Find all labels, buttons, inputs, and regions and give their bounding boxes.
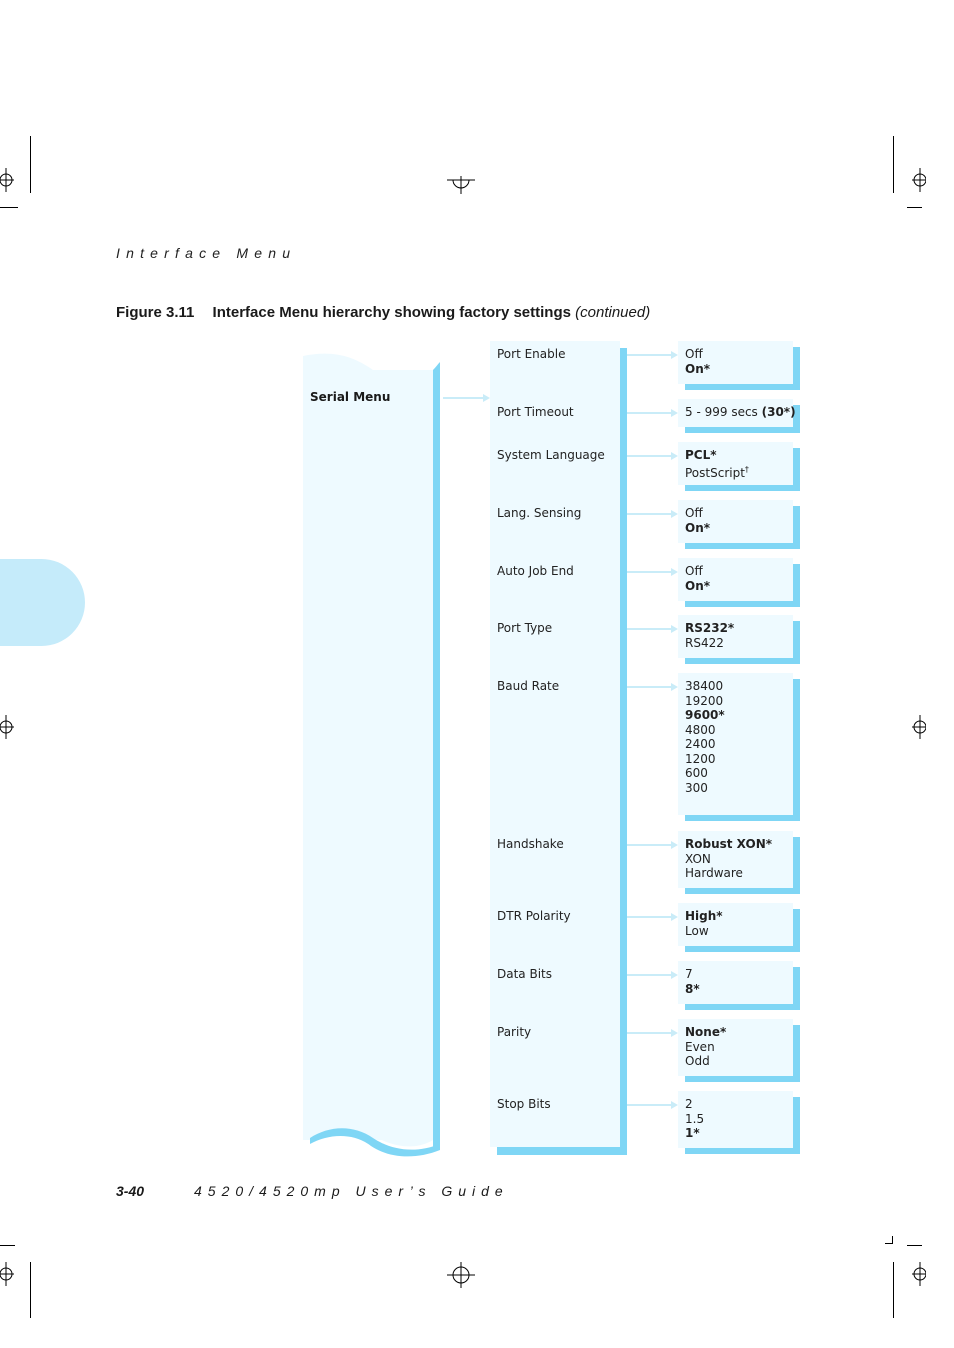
registration-mark-icon [906, 168, 926, 192]
option-value [685, 694, 725, 709]
option-value [685, 852, 772, 867]
option-value [685, 347, 710, 362]
item-arrow [627, 412, 671, 414]
option-value [685, 564, 710, 579]
item-arrow [627, 974, 671, 976]
options-box-shadow [685, 543, 800, 549]
figure-continued: (continued) [575, 304, 651, 321]
registration-mark-icon [0, 715, 20, 739]
menu-item-label: Handshake [497, 837, 564, 851]
option-value [685, 1040, 726, 1055]
option-value [685, 752, 725, 767]
item-arrow [627, 844, 671, 846]
registration-mark-icon [447, 1262, 475, 1288]
running-head: Interface Menu [116, 245, 297, 261]
menu-item-label: Port Enable [497, 347, 566, 361]
option-text: XON [685, 851, 711, 866]
crop-mark [30, 136, 31, 193]
chapter-tab [0, 559, 85, 646]
options-box-shadow [685, 888, 800, 894]
option-value [685, 909, 723, 924]
option-value [685, 982, 700, 997]
option-text: Off [685, 564, 703, 578]
options-box-shadow [685, 946, 800, 952]
option-text: 300 [685, 780, 708, 795]
option-text: 4800 [685, 722, 716, 737]
serial-menu-label: Serial Menu [310, 390, 391, 404]
item-arrow-head-icon [671, 1029, 678, 1037]
items-panel-shadow [620, 348, 627, 1155]
option-value [685, 967, 700, 982]
option-text: High* [685, 909, 723, 923]
options-box-shadow [793, 1025, 800, 1082]
option-value [685, 781, 725, 796]
option-text: 8* [685, 981, 700, 996]
option-value [685, 506, 710, 521]
option-text: 2400 [685, 737, 716, 751]
option-value [685, 579, 710, 594]
option-text: PostScript [685, 465, 745, 480]
option-value [685, 405, 796, 420]
options-list [685, 448, 749, 480]
options-list [685, 1097, 704, 1141]
item-arrow-head-icon [671, 683, 678, 691]
option-value [685, 723, 725, 738]
option-value [685, 521, 710, 536]
option-text: On* [685, 361, 711, 376]
options-box-shadow [793, 837, 800, 894]
options-box-shadow [685, 658, 800, 664]
options-list [685, 967, 700, 996]
option-default-suffix: (30*) [761, 405, 796, 419]
option-value [685, 621, 734, 636]
option-text: Hardware [685, 866, 743, 880]
option-text: 19200 [685, 693, 724, 708]
registration-mark-icon [0, 168, 20, 192]
item-arrow-head-icon [671, 409, 678, 417]
menu-item-label: Port Timeout [497, 405, 574, 419]
options-box-shadow [685, 1076, 800, 1082]
registration-mark-icon [447, 172, 475, 194]
item-arrow [627, 354, 671, 356]
menu-item-label: Lang. Sensing [497, 506, 582, 520]
crop-mark [0, 1245, 15, 1246]
crop-mark [0, 207, 18, 208]
page-number: 3-40 [116, 1183, 145, 1199]
menu-item-label: Stop Bits [497, 1097, 551, 1111]
menu-panel-shadow [433, 370, 440, 1155]
option-text: 5 - 999 secs [685, 405, 762, 419]
item-arrow [627, 916, 671, 918]
registration-mark-icon [906, 715, 926, 739]
option-value [685, 1112, 704, 1127]
option-value [685, 636, 734, 651]
item-arrow [627, 1032, 671, 1034]
options-box-shadow [793, 679, 800, 821]
footnote-dagger: † [744, 464, 749, 474]
option-value [685, 924, 723, 939]
crop-mark [893, 136, 894, 193]
registration-mark-icon [906, 1262, 926, 1286]
item-arrow [627, 571, 671, 573]
option-text: 9600* [685, 708, 725, 722]
menu-item-label: Port Type [497, 621, 553, 635]
crop-mark [907, 1245, 922, 1246]
option-text: 1200 [685, 751, 716, 766]
options-list [685, 621, 734, 650]
options-list [685, 405, 796, 420]
registration-mark-icon [0, 1262, 20, 1286]
option-value [685, 866, 772, 881]
item-arrow [627, 628, 671, 630]
option-text: Off [685, 506, 703, 520]
crop-mark [892, 1236, 893, 1244]
item-arrow-head-icon [671, 841, 678, 849]
option-text: 38400 [685, 679, 724, 693]
items-panel-shadow [497, 1147, 627, 1155]
options-list [685, 564, 710, 593]
item-arrow-head-icon [671, 452, 678, 460]
menu-item-label: Data Bits [497, 967, 552, 981]
menu-arrow [443, 397, 483, 399]
option-value [685, 837, 772, 852]
options-list [685, 679, 725, 795]
option-text: On* [685, 520, 711, 535]
menu-item-label: Baud Rate [497, 679, 560, 693]
item-arrow-head-icon [671, 971, 678, 979]
option-value [685, 708, 725, 723]
item-arrow-head-icon [671, 351, 678, 359]
option-text: 600 [685, 766, 708, 780]
crop-mark [893, 1262, 894, 1318]
item-arrow-head-icon [671, 625, 678, 633]
menu-arrow-head-icon [483, 394, 490, 402]
option-text: 2 [685, 1097, 693, 1111]
item-arrow-head-icon [671, 913, 678, 921]
option-text: 7 [685, 967, 693, 981]
menu-panel-bottom-wave [303, 1110, 443, 1158]
option-text: None* [685, 1025, 727, 1039]
option-text: 1.5 [685, 1111, 705, 1126]
menu-item-label: Auto Job End [497, 564, 574, 578]
item-arrow [627, 1104, 671, 1106]
options-box-shadow [685, 427, 800, 433]
options-box-shadow [685, 815, 800, 821]
figure-number: Figure 3.11 [116, 304, 195, 321]
item-arrow [627, 455, 671, 457]
item-arrow [627, 513, 671, 515]
option-text: RS232* [685, 621, 735, 635]
options-list [685, 506, 710, 535]
option-text: PCL* [685, 448, 717, 462]
option-text: Odd [685, 1054, 710, 1068]
option-value [685, 766, 725, 781]
option-value [685, 679, 725, 694]
option-text: Robust XON* [685, 837, 773, 851]
menu-panel [303, 370, 433, 1140]
option-value [685, 1025, 726, 1040]
options-list [685, 837, 772, 881]
item-arrow [627, 686, 671, 688]
item-arrow-head-icon [671, 1101, 678, 1109]
figure-caption: Interface Menu hierarchy showing factory settings [212, 304, 571, 321]
options-box-shadow [793, 1097, 800, 1154]
option-text: RS422 [685, 635, 724, 650]
menu-item-label: System Language [497, 448, 605, 462]
options-box-shadow [685, 601, 800, 607]
option-text: On* [685, 578, 711, 593]
item-arrow-head-icon [671, 568, 678, 576]
options-box-shadow [685, 1148, 800, 1154]
option-value [685, 1097, 704, 1112]
crop-mark [907, 207, 922, 208]
option-value [685, 1126, 704, 1141]
menu-item-label: Parity [497, 1025, 532, 1039]
menu-item-label: DTR Polarity [497, 909, 571, 923]
crop-mark [30, 1262, 31, 1318]
option-value [685, 463, 749, 481]
options-box-shadow [685, 485, 800, 491]
option-value [685, 1054, 726, 1069]
options-box-shadow [685, 1004, 800, 1010]
option-text: Off [685, 347, 703, 361]
option-value [685, 737, 725, 752]
options-list [685, 1025, 726, 1069]
options-list [685, 347, 710, 376]
guide-title: 4520/4520mp User’s Guide [194, 1183, 509, 1199]
option-value [685, 362, 710, 377]
option-text: 1* [685, 1126, 700, 1140]
options-box-shadow [685, 384, 800, 390]
options-list [685, 909, 723, 938]
item-arrow-head-icon [671, 510, 678, 518]
figure-title [116, 304, 650, 321]
option-value [685, 448, 749, 463]
option-text: Low [685, 923, 709, 938]
option-text: Even [685, 1039, 715, 1054]
